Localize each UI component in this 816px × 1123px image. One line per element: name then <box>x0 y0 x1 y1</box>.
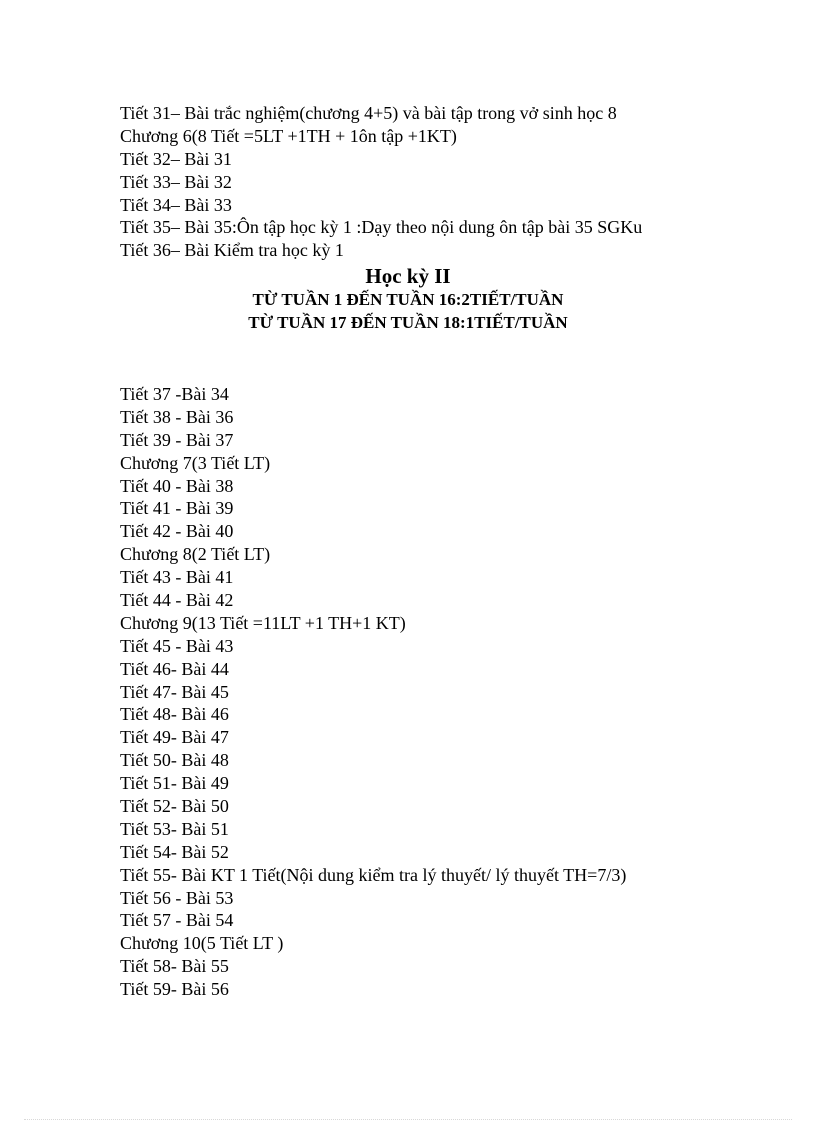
schedule-line-1: TỪ TUẦN 1 ĐẾN TUẦN 16:2TIẾT/TUẦN <box>252 290 564 309</box>
lesson-line: Tiết 32– Bài 31 <box>120 148 232 169</box>
lesson-line: Tiết 46- Bài 44 <box>120 658 229 679</box>
chapter-line: Chương 10(5 Tiết LT ) <box>120 933 284 954</box>
semester-heading: Học kỳ II <box>365 264 451 288</box>
lesson-line: Tiết 36– Bài Kiểm tra học kỳ 1 <box>120 240 344 261</box>
lesson-line: Tiết 37 -Bài 34 <box>120 384 229 404</box>
lesson-line: Tiết 57 - Bài 54 <box>120 910 234 931</box>
lesson-line: Tiết 59- Bài 56 <box>120 979 229 1000</box>
chapter-line: Chương 6(8 Tiết =5LT +1TH + 1ôn tập +1KT) <box>120 125 457 146</box>
lesson-line: Tiết 31– Bài trắc nghiệm(chương 4+5) và bài tập trong vở sinh học 8 <box>120 103 617 123</box>
lesson-line: Tiết 40 - Bài 38 <box>120 475 234 496</box>
lesson-line: Tiết 51- Bài 49 <box>120 773 229 794</box>
lesson-line: Tiết 52- Bài 50 <box>120 796 229 817</box>
lesson-line: Tiết 58- Bài 55 <box>120 956 229 977</box>
lesson-line: Tiết 41 - Bài 39 <box>120 498 234 519</box>
lesson-list-semester-1 <box>120 102 760 262</box>
lesson-line: Tiết 50- Bài 48 <box>120 750 229 771</box>
lesson-line: Tiết 44 - Bài 42 <box>120 590 234 611</box>
lesson-line: Tiết 48- Bài 46 <box>120 704 229 725</box>
lesson-line: Tiết 45 - Bài 43 <box>120 635 234 656</box>
lesson-line: Tiết 55- Bài KT 1 Tiết(Nội dung kiểm tra lý thuyết/ lý thuyết TH=7/3) <box>120 864 627 885</box>
lesson-line: Tiết 33– Bài 32 <box>120 171 232 192</box>
chapter-line: Chương 9(13 Tiết =11LT +1 TH+1 KT) <box>120 612 406 633</box>
lesson-line: Tiết 49- Bài 47 <box>120 727 229 748</box>
lesson-line: Tiết 34– Bài 33 <box>120 194 232 215</box>
chapter-line: Chương 8(2 Tiết LT) <box>120 544 271 565</box>
lesson-line: Tiết 39 - Bài 37 <box>120 429 234 450</box>
lesson-line: Tiết 47- Bài 45 <box>120 681 229 702</box>
lesson-line: Tiết 43 - Bài 41 <box>120 567 234 588</box>
lesson-line: Tiết 56 - Bài 53 <box>120 887 234 908</box>
lesson-line: Tiết 35– Bài 35:Ôn tập học kỳ 1 :Dạy theo nội dung ôn tập bài 35 SGKu <box>120 217 643 238</box>
lesson-line: Tiết 38 - Bài 36 <box>120 406 234 427</box>
lesson-line: Tiết 54- Bài 52 <box>120 841 229 862</box>
page-bottom-divider <box>24 1119 792 1120</box>
lesson-line: Tiết 53- Bài 51 <box>120 818 229 839</box>
lesson-list-semester-2 <box>120 383 760 1001</box>
lesson-line: Tiết 42 - Bài 40 <box>120 521 234 542</box>
schedule-line-2: TỪ TUẦN 17 ĐẾN TUẦN 18:1TIẾT/TUẦN <box>248 313 568 332</box>
chapter-line: Chương 7(3 Tiết LT) <box>120 452 271 473</box>
